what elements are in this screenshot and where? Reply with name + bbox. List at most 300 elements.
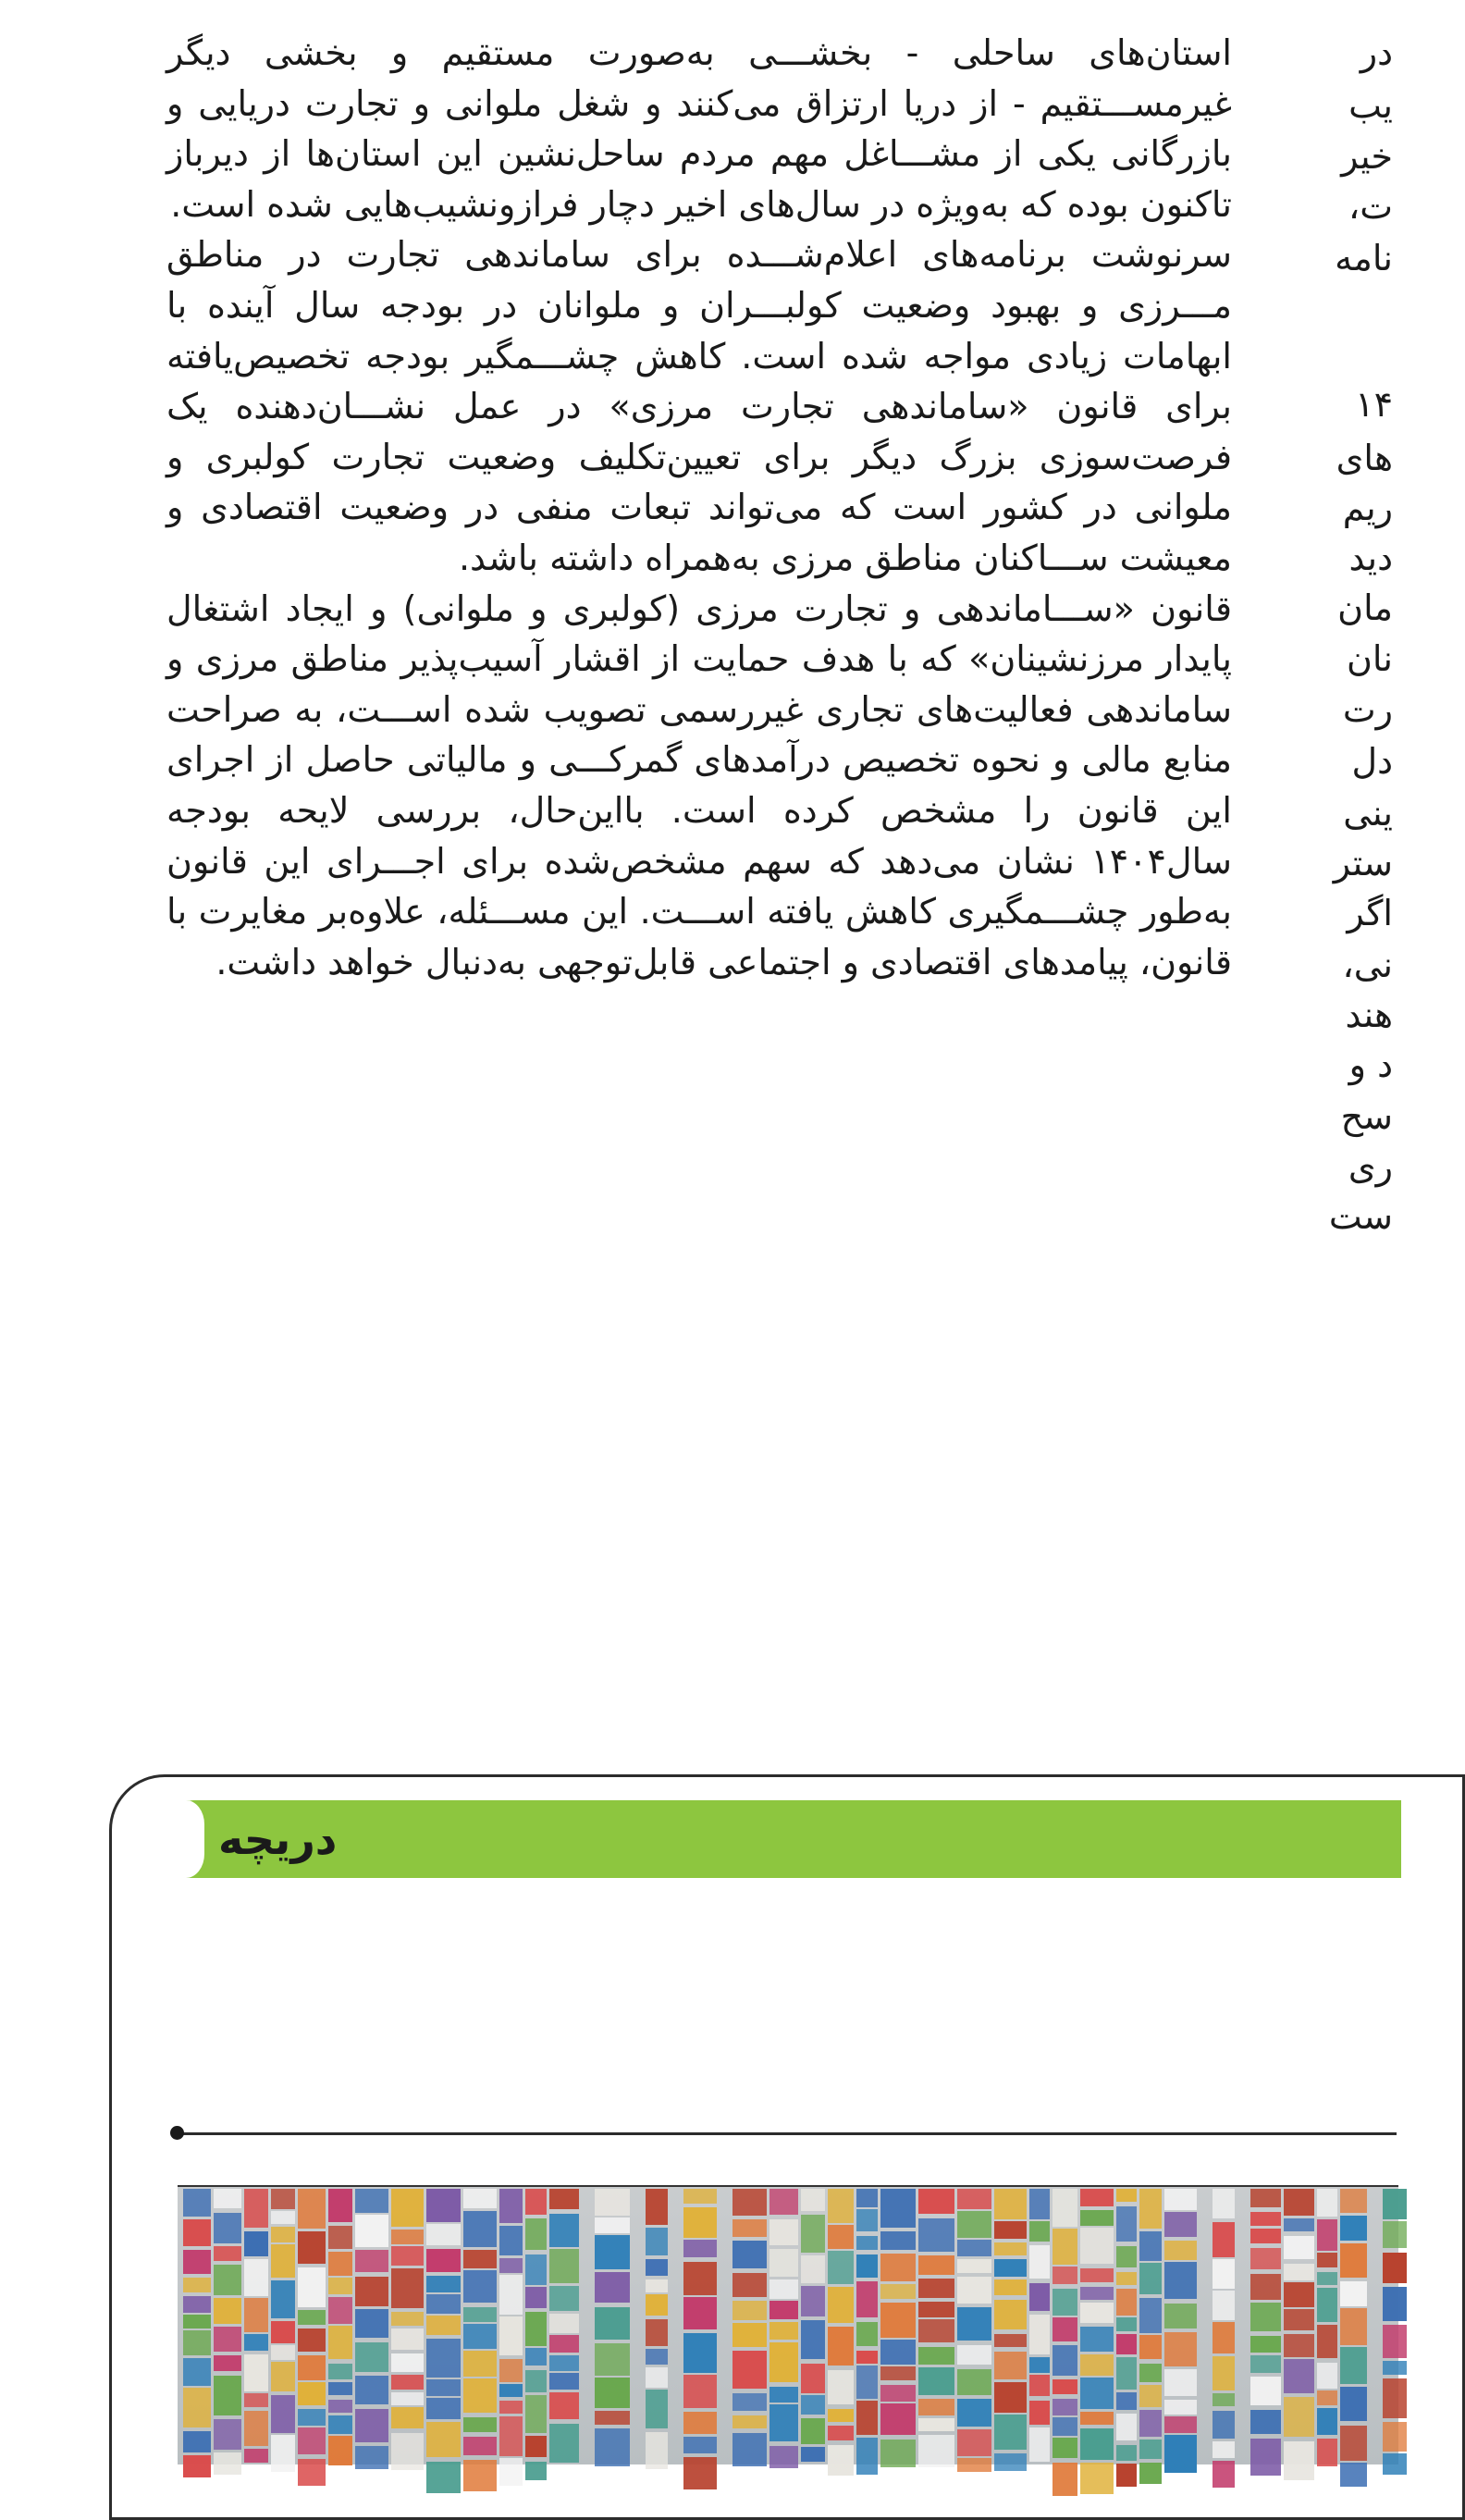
photo-container-block bbox=[683, 2207, 717, 2238]
photo-container-block bbox=[1383, 2378, 1407, 2418]
adjacent-column-cropped bbox=[1287, 28, 1393, 1647]
photo-container-block bbox=[1029, 2401, 1050, 2425]
photo-container-block bbox=[1250, 2212, 1281, 2226]
photo-container-block bbox=[918, 2189, 954, 2214]
photo-container-block bbox=[957, 2211, 991, 2238]
photo-container-block bbox=[463, 2324, 497, 2349]
column-fragment: سح bbox=[1340, 1096, 1393, 1137]
photo-container-block bbox=[1213, 2259, 1235, 2289]
photo-container-block bbox=[463, 2378, 497, 2413]
photo-container-block bbox=[1213, 2393, 1235, 2406]
photo-container-block bbox=[856, 2322, 878, 2346]
photo-container-block bbox=[214, 2213, 241, 2243]
photo-container-block bbox=[1053, 2267, 1077, 2284]
photo-container-block bbox=[183, 2296, 211, 2313]
photo-container-block bbox=[391, 2230, 424, 2244]
photo-container-block bbox=[355, 2189, 388, 2213]
photo-container-block bbox=[1250, 2336, 1281, 2353]
photo-container-block bbox=[463, 2351, 497, 2377]
photo-container-block bbox=[1080, 2228, 1114, 2264]
photo-container-block bbox=[183, 2431, 211, 2452]
photo-container-block bbox=[1116, 2317, 1137, 2331]
photo-container-block bbox=[1139, 2463, 1162, 2484]
column-fragment: ست bbox=[1328, 1196, 1393, 1237]
photo-container-block bbox=[1029, 2189, 1050, 2219]
photo-container-block bbox=[1284, 2441, 1314, 2480]
photo-container-block bbox=[856, 2351, 878, 2364]
photo-container-block bbox=[683, 2189, 717, 2204]
column-fragment: یب bbox=[1348, 85, 1393, 126]
photo-container-block bbox=[828, 2445, 854, 2476]
photo-container-block bbox=[244, 2334, 268, 2351]
photo-container-block bbox=[646, 2367, 668, 2388]
photo-container-block bbox=[328, 2364, 352, 2379]
photo-container-block bbox=[1116, 2334, 1137, 2354]
photo-container-block bbox=[183, 2278, 211, 2292]
photo-container-block bbox=[732, 2273, 767, 2297]
column-fragment: ت، bbox=[1348, 186, 1393, 227]
photo-container-block bbox=[683, 2262, 717, 2295]
photo-container-block bbox=[525, 2218, 547, 2250]
photo-container-block bbox=[1340, 2189, 1367, 2213]
photo-container-block bbox=[683, 2457, 717, 2489]
photo-container-block bbox=[1053, 2317, 1077, 2341]
photo-container-block bbox=[828, 2225, 854, 2249]
photo-container-block bbox=[1284, 2218, 1314, 2231]
photo-container-block bbox=[880, 2403, 916, 2435]
photo-container-block bbox=[1080, 2428, 1114, 2460]
photo-container-block bbox=[595, 2307, 630, 2340]
photo-container-block bbox=[244, 2411, 268, 2446]
photo-container-block bbox=[1029, 2357, 1050, 2373]
photo-container-block bbox=[549, 2286, 579, 2311]
photo-container-block bbox=[1139, 2335, 1162, 2359]
photo-container-block bbox=[1116, 2414, 1137, 2440]
photo-container-block bbox=[525, 2254, 547, 2285]
photo-container-block bbox=[271, 2227, 295, 2242]
box-title-tab-notch bbox=[180, 1800, 210, 1878]
photo-container-block bbox=[1317, 2272, 1337, 2285]
photo-container-block bbox=[1053, 2438, 1077, 2458]
photo-container-block bbox=[244, 2189, 268, 2228]
photo-container-block bbox=[957, 2458, 991, 2472]
photo-container-block bbox=[1284, 2264, 1314, 2280]
photo-container-block bbox=[1116, 2464, 1137, 2487]
photo-container-block bbox=[1116, 2206, 1137, 2242]
photo-container-block bbox=[355, 2342, 388, 2372]
photo-container-block bbox=[1383, 2422, 1407, 2452]
photo-container-block bbox=[183, 2358, 211, 2386]
photo-container-block bbox=[463, 2270, 497, 2303]
photo-container-block bbox=[549, 2189, 579, 2209]
photo-container-block bbox=[298, 2427, 326, 2454]
photo-container-block bbox=[244, 2449, 268, 2463]
photo-container-block bbox=[1317, 2253, 1337, 2267]
photo-container-block bbox=[525, 2287, 547, 2308]
photo-container-block bbox=[918, 2418, 954, 2431]
photo-container-block bbox=[1116, 2357, 1137, 2390]
photo-container-block bbox=[769, 2249, 798, 2277]
photo-container-block bbox=[1284, 2189, 1314, 2216]
photo-container-block bbox=[918, 2255, 954, 2275]
photo-container-block bbox=[957, 2277, 991, 2304]
photo-container-block bbox=[595, 2189, 630, 2216]
photo-container-block bbox=[1284, 2334, 1314, 2357]
column-fragment: د و bbox=[1348, 1044, 1393, 1085]
column-fragment: نان bbox=[1346, 638, 1393, 679]
photo-container-block bbox=[1080, 2210, 1114, 2226]
photo-container-block bbox=[355, 2277, 388, 2306]
photo-container-block bbox=[499, 2275, 523, 2315]
photo-container-block bbox=[463, 2460, 497, 2491]
photo-container-block bbox=[1284, 2236, 1314, 2259]
photo-container-block bbox=[994, 2259, 1027, 2277]
photo-container-block bbox=[183, 2189, 211, 2217]
photo-container-block bbox=[355, 2215, 388, 2247]
photo-container-block bbox=[298, 2382, 326, 2405]
photo-container-block bbox=[214, 2452, 241, 2475]
photo-container-block bbox=[880, 2385, 916, 2402]
photo-container-block bbox=[328, 2189, 352, 2222]
column-fragment: ستر bbox=[1333, 843, 1393, 883]
photo-container-block bbox=[801, 2286, 825, 2316]
photo-container-block bbox=[1250, 2189, 1281, 2207]
photo-container-block bbox=[994, 2221, 1027, 2239]
column-fragment: های bbox=[1336, 438, 1393, 478]
photo-container-block bbox=[994, 2415, 1027, 2450]
photo-container-block bbox=[214, 2327, 241, 2352]
photo-container-block bbox=[1250, 2274, 1281, 2300]
photo-container-block bbox=[549, 2373, 579, 2390]
photo-container-block bbox=[1164, 2189, 1197, 2210]
photo-container-block bbox=[880, 2303, 916, 2338]
photo-container-block bbox=[214, 2355, 241, 2371]
photo-container-block bbox=[856, 2281, 878, 2317]
photo-container-block bbox=[391, 2189, 424, 2227]
photo-container-block bbox=[595, 2235, 630, 2269]
photo-container-block bbox=[683, 2437, 717, 2453]
photo-container-block bbox=[298, 2409, 326, 2426]
photo-container-block bbox=[957, 2429, 991, 2456]
photo-container-block bbox=[856, 2209, 878, 2231]
photo-container-block bbox=[880, 2189, 916, 2228]
photo-container-block bbox=[391, 2407, 424, 2428]
photo-container-block bbox=[1213, 2291, 1235, 2320]
photo-container-block bbox=[880, 2254, 916, 2281]
photo-container-block bbox=[918, 2367, 954, 2395]
photo-container-block bbox=[1250, 2303, 1281, 2331]
photo-container-block bbox=[426, 2398, 461, 2419]
photo-container-block bbox=[1164, 2435, 1197, 2473]
photo-container-block bbox=[183, 2250, 211, 2274]
photo-container-block bbox=[732, 2301, 767, 2320]
photo-container-block bbox=[957, 2307, 991, 2341]
photo-container-block bbox=[1317, 2219, 1337, 2251]
photo-container-block bbox=[1317, 2439, 1337, 2466]
photo-container-block bbox=[426, 2249, 461, 2272]
photo-container-block bbox=[1053, 2399, 1077, 2415]
photo-container-block bbox=[463, 2417, 497, 2432]
photo-container-block bbox=[1139, 2231, 1162, 2261]
photo-container-block bbox=[1080, 2463, 1114, 2494]
photo-container-block bbox=[328, 2278, 352, 2294]
photo-container-block bbox=[828, 2251, 854, 2284]
photo-container-block bbox=[214, 2189, 241, 2208]
photo-container-block bbox=[426, 2339, 461, 2378]
photo-container-block bbox=[732, 2433, 767, 2466]
photo-container-block bbox=[1284, 2397, 1314, 2437]
photo-container-block bbox=[214, 2298, 241, 2324]
photo-container-block bbox=[1080, 2327, 1114, 2352]
photo-container-block bbox=[1340, 2426, 1367, 2461]
photo-container-block bbox=[499, 2359, 523, 2382]
photo-container-block bbox=[683, 2297, 717, 2329]
photo-container-block bbox=[183, 2455, 211, 2477]
photo-container-block bbox=[298, 2267, 326, 2307]
photo-container-block bbox=[328, 2400, 352, 2413]
photo-container-block bbox=[426, 2462, 461, 2493]
column-fragment: خیر bbox=[1341, 136, 1393, 177]
main-article-column bbox=[166, 28, 1232, 987]
photo-container-block bbox=[298, 2355, 326, 2380]
photo-container-block bbox=[1213, 2356, 1235, 2390]
photo-container-block bbox=[1080, 2189, 1114, 2206]
photo-container-block bbox=[1053, 2289, 1077, 2316]
article-paragraph: سرنوشت برنامه‌های اعلام‌شـــده برای ساماندهی تجارت در مناطق مـــرزی و بهبود وضعیت کولبـــران و ملوانان در بودجه سال آینده با ابهامات زیادی مواجه شده است. کاهش چشـــمگیر بودجه تخصیص‌یافته برای قانون «ساماندهی تجارت مرزی» در عمل نشـــان‌دهنده یک فرصت‌سوزی بزرگ دیگر برای تعیین‌تکلیف وضعیت تجارت کولبری و ملوانی در کشور است که می‌تواند تبعات منفی در وضعیت اقتصادی و معیشت ســـاکنان مناطق مرزی به‌همراه داشته باشد. bbox=[166, 234, 1232, 578]
photo-container-block bbox=[646, 2279, 668, 2292]
photo-container-block bbox=[732, 2219, 767, 2237]
container-port-photo bbox=[178, 2185, 1398, 2464]
photo-container-block bbox=[1116, 2289, 1137, 2316]
column-fragment: در bbox=[1360, 32, 1393, 73]
photo-container-block bbox=[856, 2438, 878, 2475]
photo-container-block bbox=[1116, 2392, 1137, 2410]
photo-container-block bbox=[391, 2312, 424, 2326]
photo-container-block bbox=[1080, 2412, 1114, 2425]
photo-container-block bbox=[957, 2345, 991, 2365]
photo-container-block bbox=[271, 2345, 295, 2360]
photo-container-block bbox=[595, 2411, 630, 2425]
photo-container-block bbox=[646, 2390, 668, 2428]
photo-container-block bbox=[549, 2314, 579, 2333]
photo-container-block bbox=[1284, 2282, 1314, 2307]
photo-container-block bbox=[463, 2211, 497, 2247]
photo-container-block bbox=[499, 2258, 523, 2273]
photo-container-block bbox=[683, 2375, 717, 2408]
column-fragment: هند bbox=[1345, 994, 1393, 1035]
photo-container-block bbox=[646, 2294, 668, 2316]
photo-container-block bbox=[957, 2240, 991, 2256]
photo-container-block bbox=[214, 2419, 241, 2450]
photo-container-block bbox=[271, 2435, 295, 2472]
photo-container-block bbox=[856, 2236, 878, 2250]
photo-container-block bbox=[1116, 2189, 1137, 2202]
photo-container-block bbox=[391, 2392, 424, 2405]
photo-container-block bbox=[1383, 2361, 1407, 2375]
photo-container-block bbox=[1250, 2439, 1281, 2476]
photo-container-block bbox=[801, 2215, 825, 2253]
photo-container-block bbox=[994, 2300, 1027, 2329]
photo-container-block bbox=[183, 2315, 211, 2329]
photo-container-block bbox=[1340, 2347, 1367, 2384]
column-fragment: رت bbox=[1342, 689, 1393, 730]
photo-container-block bbox=[1029, 2283, 1050, 2311]
photo-container-block bbox=[994, 2453, 1027, 2471]
photo-container-block bbox=[918, 2218, 954, 2252]
photo-container-block bbox=[1317, 2363, 1337, 2389]
photo-container-block bbox=[549, 2392, 579, 2419]
photo-container-block bbox=[549, 2355, 579, 2371]
photo-container-block bbox=[271, 2280, 295, 2318]
photo-container-block bbox=[183, 2219, 211, 2246]
photo-container-block bbox=[214, 2246, 241, 2261]
column-fragment: دید bbox=[1348, 537, 1393, 578]
photo-container-block bbox=[646, 2432, 668, 2469]
photo-container-block bbox=[183, 2330, 211, 2355]
photo-container-block bbox=[732, 2415, 767, 2428]
photo-container-block bbox=[769, 2301, 798, 2319]
photo-container-block bbox=[426, 2294, 461, 2314]
photo-container-block bbox=[683, 2412, 717, 2434]
photo-container-block bbox=[499, 2416, 523, 2456]
photo-container-block bbox=[426, 2189, 461, 2222]
photo-container-block bbox=[271, 2189, 295, 2209]
photo-container-block bbox=[1139, 2364, 1162, 2382]
photo-container-block bbox=[856, 2189, 878, 2207]
photo-container-block bbox=[732, 2323, 767, 2347]
photo-container-block bbox=[298, 2329, 326, 2352]
photo-container-block bbox=[499, 2226, 523, 2255]
photo-container-block bbox=[525, 2436, 547, 2457]
photo-container-block bbox=[244, 2298, 268, 2332]
photo-container-block bbox=[244, 2393, 268, 2407]
column-fragment: اگر bbox=[1347, 893, 1393, 933]
photo-container-block bbox=[1116, 2246, 1137, 2267]
article-paragraph: قانون «ســـاماندهی و تجارت مرزی (کولبری و ملوانی) و ایجاد اشتغال پایدار مرزنشینان» که با هدف حمایت از اقشار آسیب‌پذیر مناطق مرزی و ساماندهی فعالیت‌های تجاری غیررسمی تصویب شده اســـت، به صراحت منابع مالی و نحوه تخصیص درآمدهای گمرکـــی و مالیاتی حاصل از اجرای این قانون را مشخص کرده است. بااین‌حال، بررسی لایحه بودجه سال۱۴۰۴ نشان می‌دهد که سهم مشخص‌شده برای اجـــرای این قانون به‌طور چشـــمگیری کاهش یافته اســـت. این مســـئله، علاوه‌بر مغایرت با قانون، پیامدهای اقتصادی و اجتماعی قابل‌توجهی به‌دنبال خواهد داشت. bbox=[166, 587, 1232, 982]
photo-container-block bbox=[1029, 2375, 1050, 2396]
photo-container-block bbox=[1284, 2359, 1314, 2393]
column-fragment: نی، bbox=[1342, 945, 1393, 985]
photo-container-block bbox=[918, 2399, 954, 2415]
photo-container-block bbox=[957, 2369, 991, 2395]
photo-container-block bbox=[391, 2246, 424, 2266]
photo-container-block bbox=[391, 2433, 424, 2470]
photo-container-block bbox=[463, 2307, 497, 2322]
photo-container-block bbox=[801, 2395, 825, 2415]
photo-container-block bbox=[1139, 2440, 1162, 2459]
photo-container-block bbox=[595, 2378, 630, 2408]
photo-container-block bbox=[769, 2322, 798, 2340]
photo-container-block bbox=[328, 2382, 352, 2395]
article-paragraph: استان‌های ساحلی - بخشـــی به‌صورت مستقیم و بخشی دیگر غیرمســـتقیم - از دریا ارتزاق می‌کنند و شغل ملوانی و تجارت دریایی و بازرگانی یکی از مشـــاغل مهم مردم ساحل‌نشین این استان‌ها از دیرباز تاکنون بوده که به‌ویژه در سال‌های اخیر دچار فرازونشیب‌هایی شده است. bbox=[166, 32, 1232, 225]
photo-container-block bbox=[1340, 2243, 1367, 2278]
photo-container-block bbox=[1164, 2369, 1197, 2396]
photo-container-block bbox=[1250, 2377, 1281, 2405]
photo-container-block bbox=[328, 2415, 352, 2434]
photo-container-block bbox=[769, 2342, 798, 2382]
photo-container-block bbox=[525, 2312, 547, 2346]
photo-container-block bbox=[355, 2250, 388, 2272]
photo-container-block bbox=[525, 2189, 547, 2215]
photo-container-block bbox=[769, 2279, 798, 2299]
photo-container-block bbox=[1080, 2268, 1114, 2282]
photo-container-block bbox=[828, 2426, 854, 2440]
photo-container-block bbox=[1029, 2315, 1050, 2354]
photo-container-block bbox=[328, 2436, 352, 2465]
photo-container-block bbox=[1080, 2378, 1114, 2409]
photo-container-block bbox=[1213, 2461, 1235, 2488]
photo-container-block bbox=[355, 2376, 388, 2404]
photo-container-block bbox=[391, 2375, 424, 2390]
photo-container-block bbox=[646, 2189, 668, 2225]
photo-container-block bbox=[994, 2242, 1027, 2255]
photo-container-block bbox=[1250, 2229, 1281, 2243]
photo-container-block bbox=[1080, 2287, 1114, 2300]
photo-container-block bbox=[1053, 2379, 1077, 2394]
photo-container-block bbox=[549, 2214, 579, 2247]
photo-container-block bbox=[732, 2241, 767, 2268]
photo-container-block bbox=[828, 2409, 854, 2422]
photo-container-block bbox=[1116, 2445, 1137, 2461]
photo-container-block bbox=[1340, 2216, 1367, 2241]
photo-container-block bbox=[1340, 2281, 1367, 2306]
photo-container-block bbox=[391, 2329, 424, 2350]
photo-container-block bbox=[463, 2437, 497, 2455]
photo-container-block bbox=[769, 2404, 798, 2441]
photo-container-block bbox=[1383, 2189, 1407, 2219]
photo-container-block bbox=[355, 2446, 388, 2469]
photo-container-block bbox=[994, 2279, 1027, 2295]
photo-container-block bbox=[1213, 2222, 1235, 2257]
photo-container-block bbox=[1116, 2272, 1137, 2285]
column-fragment: ری bbox=[1348, 1146, 1393, 1187]
photo-container-block bbox=[1053, 2417, 1077, 2436]
photo-container-block bbox=[1139, 2189, 1162, 2229]
photo-container-block bbox=[499, 2458, 523, 2486]
photo-container-block bbox=[769, 2189, 798, 2215]
photo-container-block bbox=[1164, 2400, 1197, 2415]
photo-container-block bbox=[1213, 2411, 1235, 2439]
photo-container-block bbox=[769, 2446, 798, 2468]
photo-container-block bbox=[244, 2231, 268, 2256]
photo-container-block bbox=[1340, 2387, 1367, 2421]
photo-container-block bbox=[1317, 2288, 1337, 2322]
photo-container-block bbox=[856, 2401, 878, 2435]
photo-container-block bbox=[880, 2340, 916, 2365]
photo-container-block bbox=[1139, 2410, 1162, 2437]
photo-container-block bbox=[595, 2428, 630, 2466]
photo-container-block bbox=[1139, 2263, 1162, 2294]
photo-container-block bbox=[355, 2409, 388, 2442]
photo-container-block bbox=[880, 2284, 916, 2299]
photo-container-block bbox=[426, 2276, 461, 2292]
photo-container-block bbox=[328, 2297, 352, 2324]
photo-container-block bbox=[1250, 2410, 1281, 2434]
photo-container-block bbox=[1383, 2253, 1407, 2283]
photo-container-block bbox=[426, 2316, 461, 2335]
photo-container-block bbox=[994, 2382, 1027, 2413]
photo-container-block bbox=[801, 2189, 825, 2211]
photo-container-block bbox=[828, 2287, 854, 2323]
photo-container-block bbox=[426, 2422, 461, 2457]
photo-container-block bbox=[298, 2310, 326, 2325]
photo-container-block bbox=[1029, 2245, 1050, 2279]
photo-container-block bbox=[1029, 2221, 1050, 2242]
photo-container-block bbox=[646, 2349, 668, 2365]
photo-container-block bbox=[801, 2320, 825, 2359]
photo-container-block bbox=[828, 2327, 854, 2366]
photo-container-block bbox=[1213, 2189, 1235, 2218]
